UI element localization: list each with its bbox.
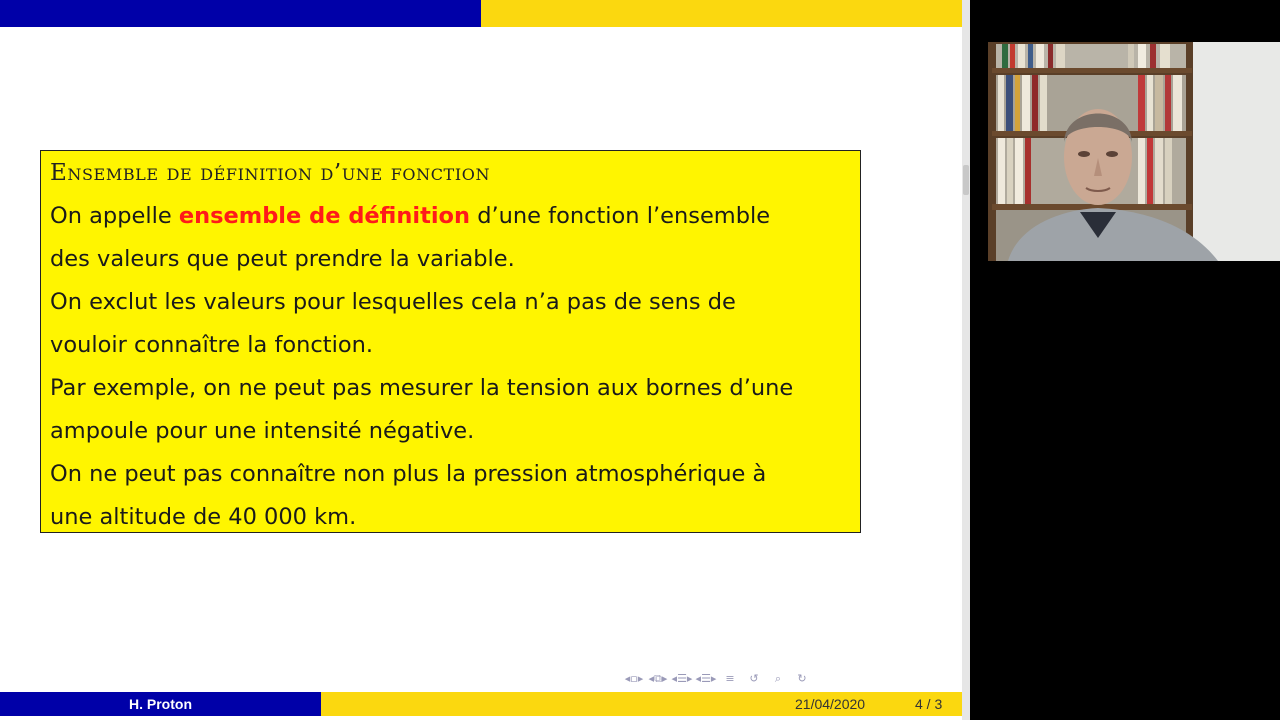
text-segment: On appelle xyxy=(50,203,179,229)
nav-document-icon[interactable]: ◂☰▸ xyxy=(695,672,717,685)
nav-frame-prev-icon[interactable]: ◂▫▸ xyxy=(624,672,644,685)
body-line xyxy=(50,195,852,238)
footer-author-bar xyxy=(0,692,321,716)
body-line: vouloir connaître la fonction. xyxy=(50,332,374,358)
text-segment: d’une fonction l’ensemble xyxy=(470,203,771,229)
nav-section-icon[interactable]: ◂☰▸ xyxy=(671,672,693,685)
footer-date: 21/04/2020 xyxy=(795,696,866,712)
body-line: On ne peut pas connaître non plus la pression atmosphérique à xyxy=(50,461,767,487)
beamer-navigation xyxy=(622,671,814,687)
nav-subsection-icon[interactable]: ◂⧉▸ xyxy=(648,672,668,685)
nav-back-icon[interactable]: ↺ xyxy=(749,672,759,685)
body-line: ampoule pour une intensité négative. xyxy=(50,418,475,444)
highlighted-term: ensemble de définition xyxy=(178,203,471,229)
body-line: On exclut les valeurs pour lesquelles cela n’a pas de sens de xyxy=(50,289,736,315)
footer-author: H. Proton xyxy=(129,696,192,712)
box-body xyxy=(50,195,852,539)
body-line: une altitude de 40 000 km. xyxy=(50,504,357,530)
body-line: Par exemple, on ne peut pas mesurer la tension aux bornes d’une xyxy=(50,375,794,401)
scrollbar-thumb[interactable] xyxy=(963,165,969,195)
body-line: des valeurs que peut prendre la variable. xyxy=(50,246,515,272)
nav-menu-icon[interactable]: ≡ xyxy=(725,672,735,685)
webcam-frame xyxy=(988,42,1280,261)
webcam-video xyxy=(988,42,1280,261)
box-title: Ensemble de définition d’une fonction xyxy=(50,160,491,186)
nav-search-icon[interactable]: ⌕ xyxy=(774,672,782,685)
footer-info-bar xyxy=(321,692,962,716)
header-bar-right xyxy=(481,0,962,27)
header-bar-left xyxy=(0,0,481,27)
definition-box xyxy=(40,150,861,533)
footer-page-number: 4 / 3 xyxy=(915,696,943,712)
nav-forward-icon[interactable]: ↻ xyxy=(797,672,807,685)
scrollbar-track[interactable] xyxy=(962,0,970,720)
